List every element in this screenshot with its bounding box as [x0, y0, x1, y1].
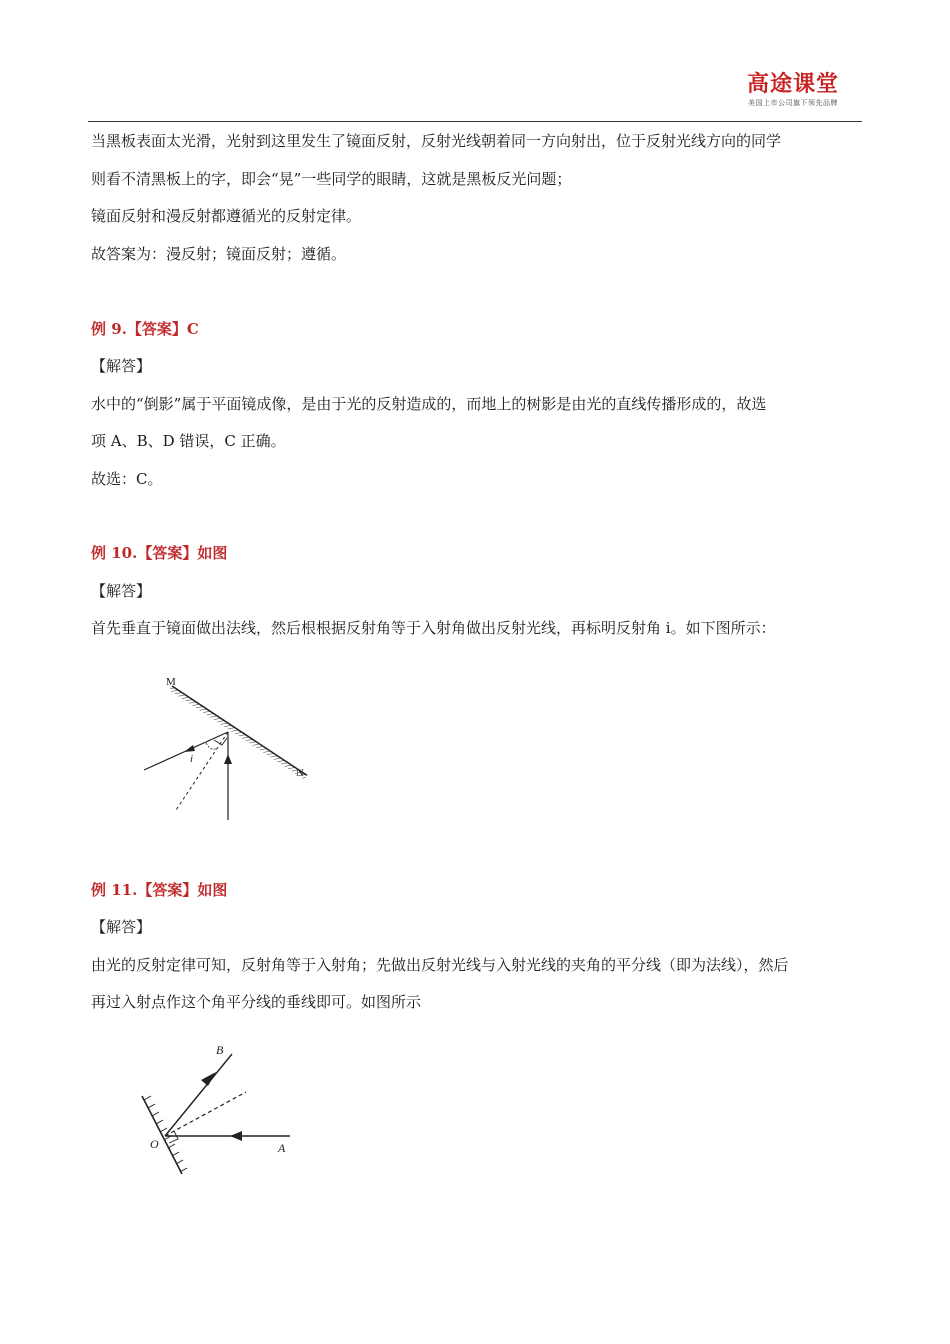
- ex10-mirror: [169, 686, 307, 780]
- ex10-incident-arrow: [224, 754, 232, 764]
- ex11-heading: 例 11.【答案】如图: [91, 881, 228, 899]
- ex11-line-2: 再过入射点作这个角平分线的垂线即可。如图所示: [91, 993, 422, 1011]
- ex9-line-2: 项 A、B、D 错误，C 正确。: [91, 432, 286, 450]
- intro-line-3: 镜面反射和漫反射都遵循光的反射定律。: [91, 207, 362, 225]
- ex10-heading: 例 10.【答案】如图: [91, 544, 228, 562]
- ex10-label-i: i: [190, 753, 194, 765]
- ex10-label-m: M: [166, 676, 176, 688]
- ex10-jieda: 【解答】: [91, 582, 152, 600]
- header-rule: [88, 121, 862, 122]
- intro-line-1: 当黑板表面太光滑，光射到这里发生了镜面反射，反射光线朝着同一方向射出，位于反射光线方向的同学: [91, 132, 782, 150]
- ex10-right-angle: [214, 738, 227, 745]
- logo-tagline: 美国上市公司旗下领先品牌: [748, 99, 838, 107]
- ex11-incident-arrow: [230, 1131, 242, 1141]
- ex10-angle-arc: [206, 743, 217, 749]
- ex11-reflected-arrow: [201, 1072, 216, 1086]
- ex11-label-b: B: [216, 1043, 224, 1057]
- ex11-mirror-hatch: [144, 1096, 187, 1172]
- ex11-right-angle: [169, 1131, 178, 1143]
- ex11-jieda: 【解答】: [91, 918, 152, 936]
- ex9-jieda: 【解答】: [91, 357, 152, 375]
- intro-line-4: 故答案为：漫反射；镜面反射；遵循。: [91, 245, 347, 263]
- ex9-heading: 例 9.【答案】C: [91, 320, 199, 338]
- ex11-label-a: A: [278, 1141, 286, 1155]
- ex10-line-1: 首先垂直于镜面做出法线，然后根根据反射角等于入射角做出反射光线，再标明反射角 i。如下图所示：: [91, 619, 776, 637]
- ex10-reflected-arrow: [184, 745, 195, 752]
- ex11-normal-line: [165, 1092, 246, 1136]
- ex11-label-o: O: [150, 1137, 159, 1151]
- logo-title: 高途课堂: [746, 72, 839, 97]
- intro-line-2: 则看不清黑板上的字，即会“晃”一些同学的眼睛，这就是黑板反光问题；: [91, 170, 572, 188]
- ex11-reflection-figure: [130, 1040, 310, 1185]
- brand-logo: [738, 72, 848, 108]
- ex10-reflection-figure: [140, 670, 320, 830]
- ex9-line-1: 水中的“倒影”属于平面镜成像，是由于光的反射造成的，而地上的树影是由光的直线传播形成的，故选: [91, 395, 767, 413]
- ex9-line-3: 故选：C。: [91, 470, 163, 488]
- ex11-reflected-ray: [165, 1054, 232, 1136]
- ex11-line-1: 由光的反射定律可知，反射角等于入射角；先做出反射光线与入射光线的夹角的平分线（即为法线），然后: [91, 956, 789, 974]
- ex10-label-n: N: [296, 767, 304, 779]
